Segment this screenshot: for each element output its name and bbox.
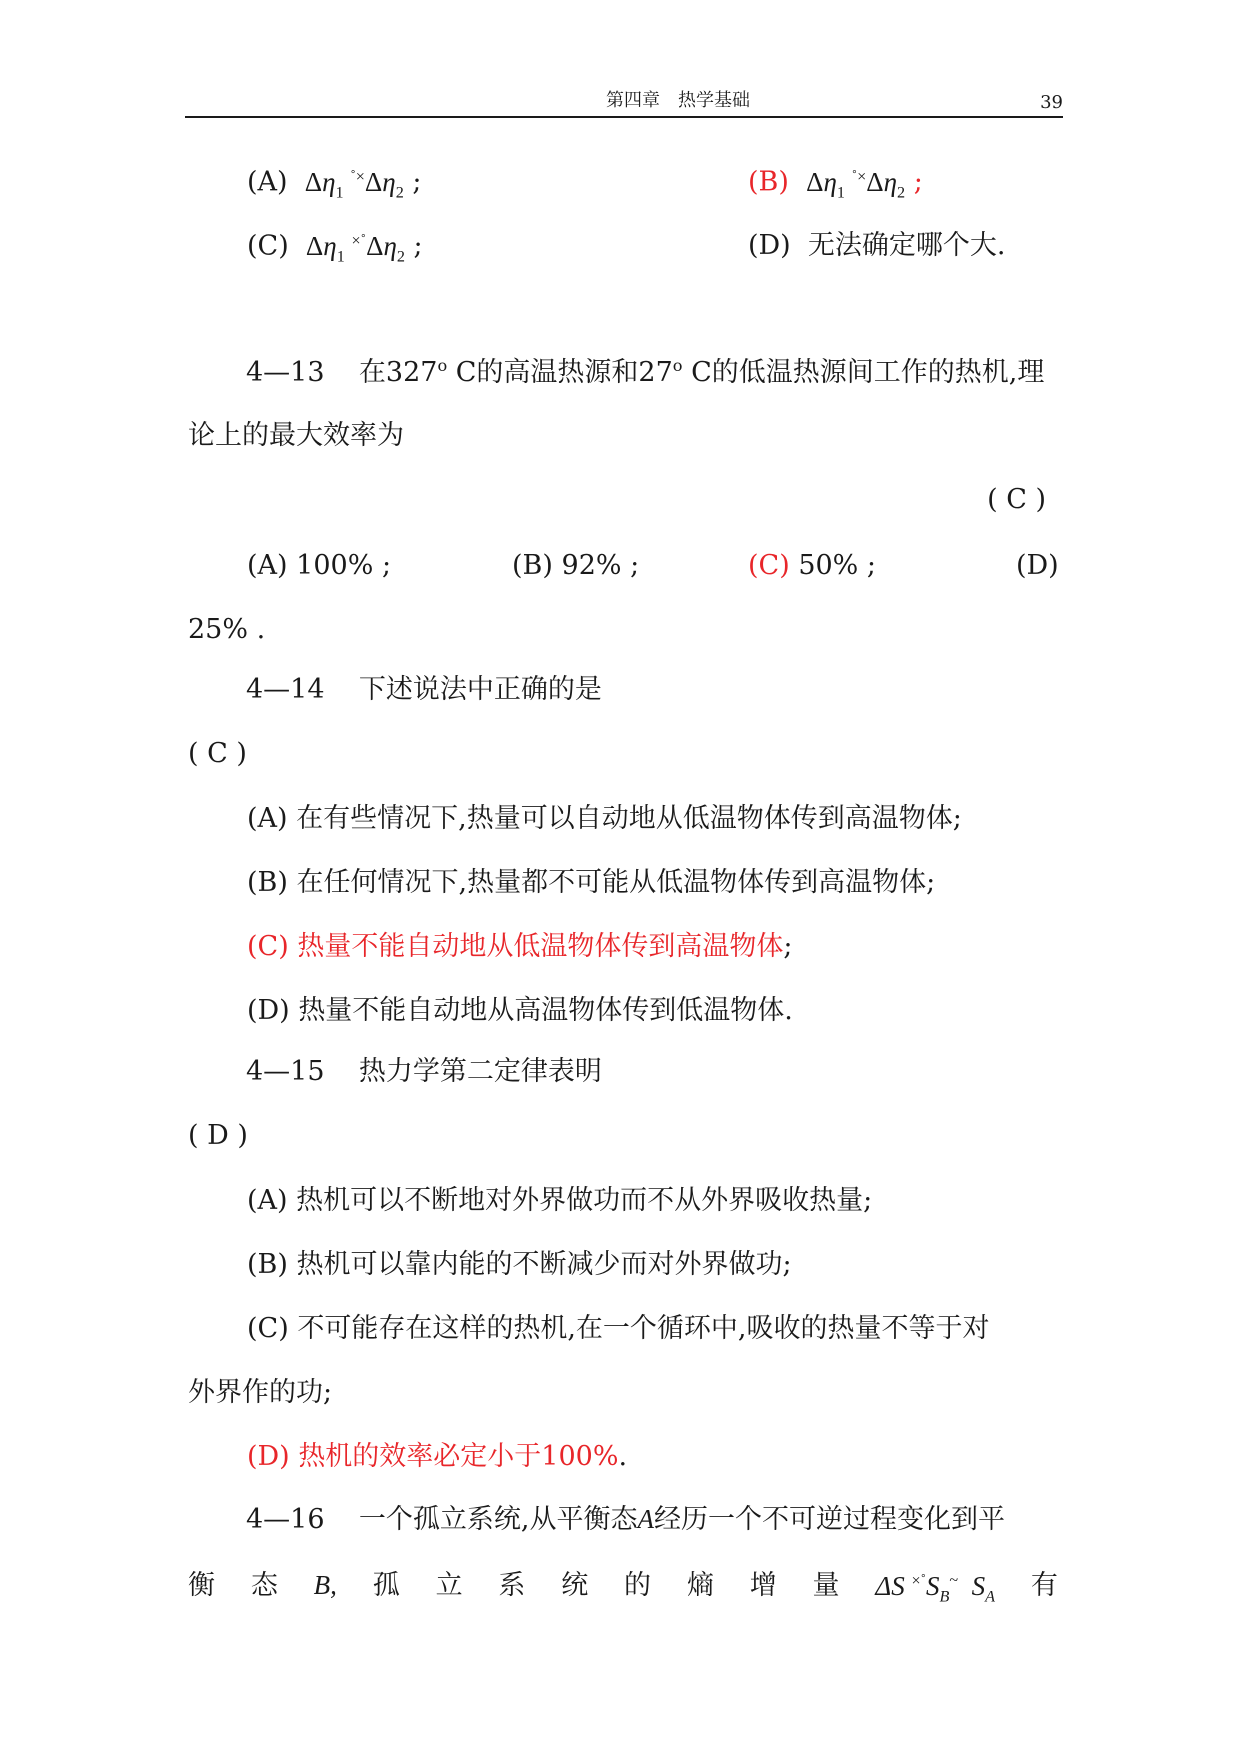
q15-stem: 4—15 热力学第二定律表明 <box>246 1056 602 1087</box>
q12-option-c: (C) $\Delta\eta_1$ $^{\times˚}\Delta\eta_2$ ; <box>247 230 423 266</box>
q12-b-formula: $\Delta\eta_1$ $^{˚\times}\Delta\eta_2$ <box>806 166 906 202</box>
q15-option-c-line2: 外界作的功; <box>188 1377 333 1408</box>
q12-option-d: (D) 无法确定哪个大. <box>748 230 1006 261</box>
q15-answer: ( D ) <box>188 1120 248 1151</box>
q12-option-a: (A) $\Delta\eta_1$ $^{˚\times}\Delta\eta_2$ ; <box>247 166 422 202</box>
q13-answer: ( C ) <box>987 484 1046 515</box>
q13-option-d-text: 25% . <box>188 614 266 645</box>
q12-option-b: (B) $\Delta\eta_1$ $^{˚\times}\Delta\eta_2$ ; <box>748 166 923 202</box>
q13-option-a: (A) 100% ; <box>247 550 392 581</box>
q15-option-c: (C) 不可能存在这样的热机,在一个循环中,吸收的热量不等于对 <box>247 1313 990 1344</box>
q16-entropy-formula: ΔS $^{\times˚}S_B^\sim$ $S_A$ <box>875 1571 996 1606</box>
q12-a-formula: $\Delta\eta_1$ $^{˚\times}\Delta\eta_2$ <box>304 166 404 202</box>
header-rule <box>185 116 1063 118</box>
q13-number: 4—13 <box>246 357 325 388</box>
page-number: 39 <box>1040 92 1063 113</box>
q13-option-d-label: (D) <box>1016 550 1059 581</box>
q15-option-d: (D) 热机的效率必定小于100%. <box>247 1441 628 1472</box>
q13-stem-line2: 论上的最大效率为 <box>188 420 404 451</box>
q15-number: 4—15 <box>246 1056 325 1087</box>
running-header: 第四章 热学基础 <box>606 90 750 111</box>
q14-option-c: (C) 热量不能自动地从低温物体传到高温物体; <box>247 931 793 962</box>
q13-stem-line1: 4—13 在327$^o$ C的高温热源和27$^o$ C的低温热源间工作的热机,理 <box>246 356 1045 388</box>
q13-option-b: (B) 92% ; <box>512 550 640 581</box>
q14-number: 4—14 <box>246 674 325 705</box>
q14-option-d: (D) 热量不能自动地从高温物体传到低温物体. <box>247 995 793 1026</box>
q16-number: 4—16 <box>246 1504 325 1535</box>
q16-stem-line1: 4—16 一个孤立系统,从平衡态A经历一个不可逆过程变化到平 <box>246 1504 1005 1535</box>
q14-option-b: (B) 在任何情况下,热量都不可能从低温物体传到高温物体; <box>247 867 936 898</box>
q16-stem-line2: 衡 态 B, 孤 立 系 统 的 熵 增 量 ΔS $^{\times˚}S_B^\sim$ $S_A$ 有 <box>188 1570 1058 1606</box>
q15-option-a: (A) 热机可以不断地对外界做功而不从外界吸收热量; <box>247 1185 873 1216</box>
q14-answer: ( C ) <box>188 738 247 769</box>
q14-option-a: (A) 在有些情况下,热量可以自动地从低温物体传到高温物体; <box>247 803 962 834</box>
q13-option-c: (C) 50% ; <box>748 550 877 581</box>
q12-c-formula: $\Delta\eta_1$ $^{\times˚}\Delta\eta_2$ <box>305 230 405 266</box>
q15-option-b: (B) 热机可以靠内能的不断减少而对外界做功; <box>247 1249 792 1280</box>
q14-stem: 4—14 下述说法中正确的是 <box>246 674 602 705</box>
